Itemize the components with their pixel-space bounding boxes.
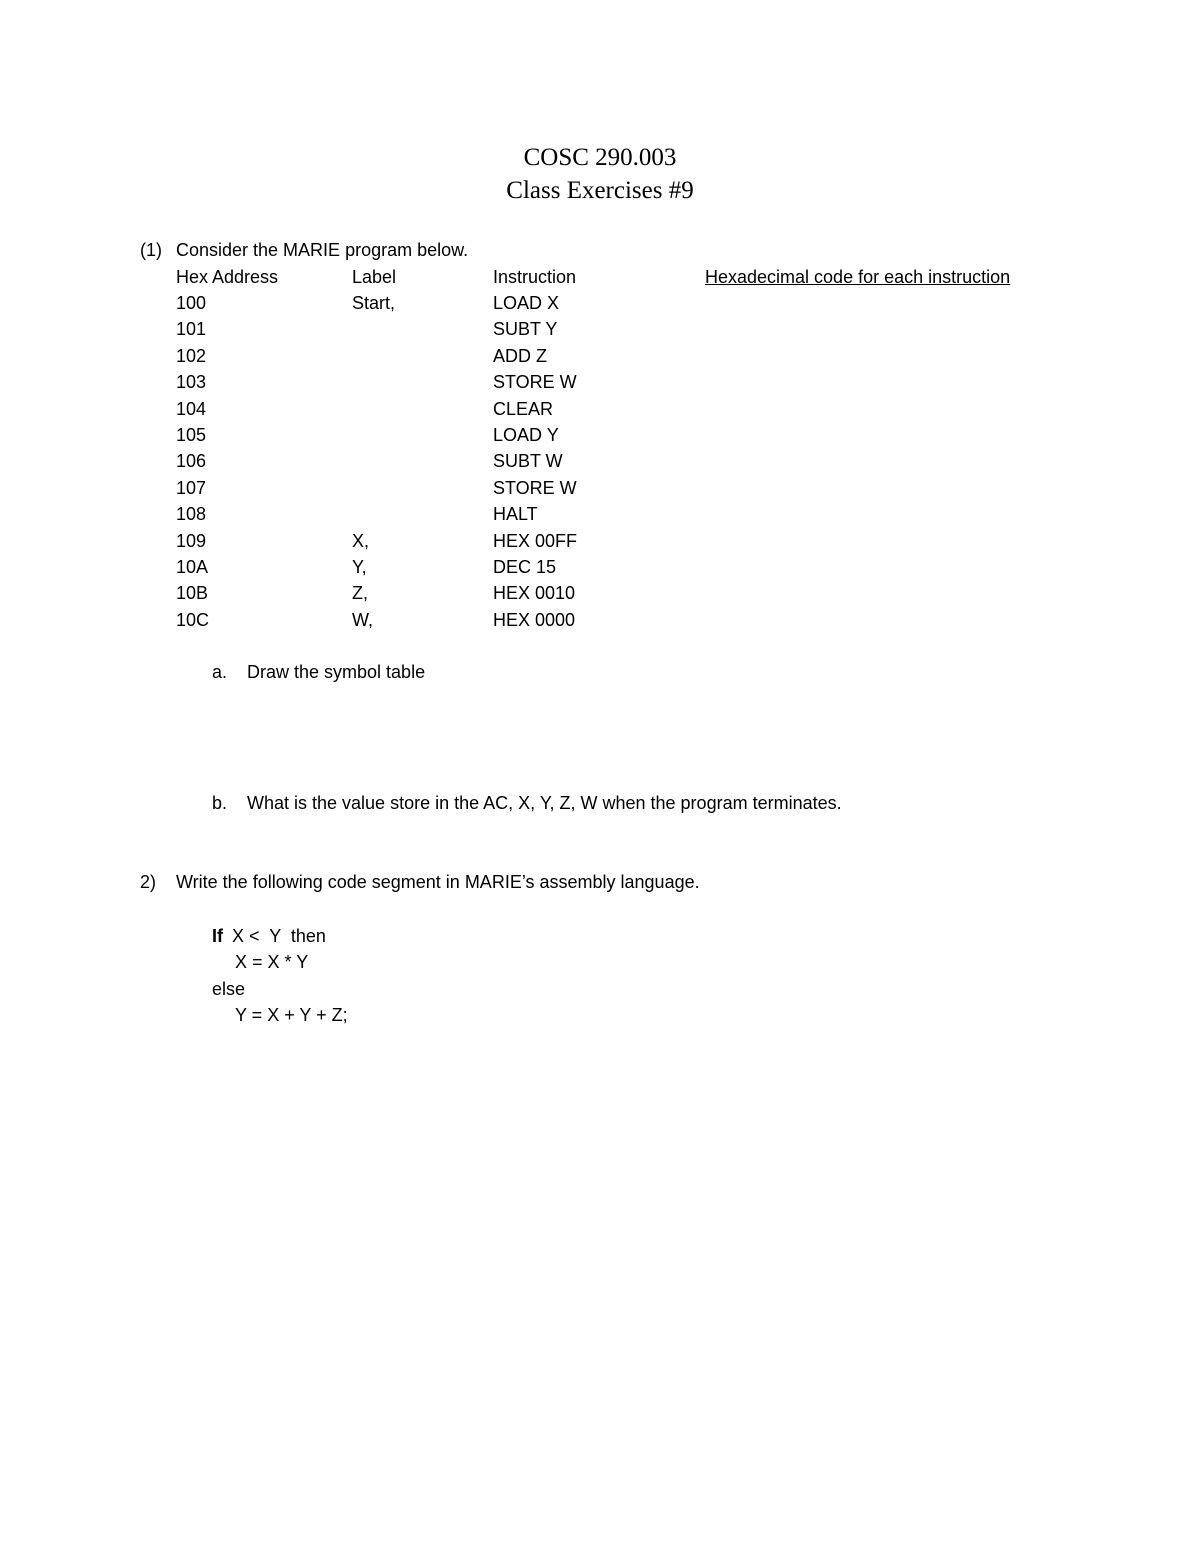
column-header-hexcode: Hexadecimal code for each instruction — [705, 267, 1011, 287]
column-header-label: Label — [352, 267, 397, 287]
question-2-number: 2) — [140, 872, 157, 892]
row-address: 10C — [176, 610, 210, 630]
part-b-marker: b. — [212, 793, 228, 813]
row-instruction: HEX 0010 — [493, 583, 576, 603]
row-address: 109 — [176, 531, 207, 551]
row-instruction: HALT — [493, 504, 538, 524]
question-1-number: (1) — [140, 240, 162, 260]
row-label: X, — [352, 531, 370, 551]
row-address: 102 — [176, 346, 207, 366]
row-instruction: ADD Z — [493, 346, 547, 366]
row-label: Y, — [352, 557, 367, 577]
code-line-2: X = X * Y — [235, 952, 309, 972]
row-instruction: LOAD Y — [493, 425, 559, 445]
row-address: 108 — [176, 504, 207, 524]
row-address: 100 — [176, 293, 207, 313]
row-address: 10A — [176, 557, 209, 577]
row-address: 105 — [176, 425, 207, 445]
column-header-instruction: Instruction — [493, 267, 577, 287]
row-instruction: LOAD X — [493, 293, 560, 313]
part-a-text: Draw the symbol table — [247, 662, 426, 682]
row-address: 101 — [176, 319, 207, 339]
code-line-1: X < Y then — [232, 926, 326, 946]
code-line-3: else — [212, 979, 246, 999]
row-address: 103 — [176, 372, 207, 392]
question-2-prompt: Write the following code segment in MARIE’s assembly language. — [176, 872, 700, 892]
course-title: COSC 290.003 — [523, 144, 677, 171]
row-instruction: SUBT Y — [493, 319, 558, 339]
row-instruction: SUBT W — [493, 451, 563, 471]
question-1-prompt: Consider the MARIE program below. — [176, 240, 469, 260]
row-address: 107 — [176, 478, 207, 498]
row-address: 106 — [176, 451, 207, 471]
row-instruction: DEC 15 — [493, 557, 557, 577]
row-instruction: STORE W — [493, 372, 577, 392]
part-a-marker: a. — [212, 662, 228, 682]
row-instruction: CLEAR — [493, 399, 554, 419]
row-label: Z, — [352, 583, 368, 603]
code-keyword-if: If — [212, 926, 223, 946]
row-instruction: HEX 0000 — [493, 610, 576, 630]
row-address: 104 — [176, 399, 207, 419]
part-b-text: What is the value store in the AC, X, Y, Z, W when the program terminates. — [247, 793, 842, 813]
code-line-4: Y = X + Y + Z; — [235, 1005, 348, 1025]
row-instruction: HEX 00FF — [493, 531, 578, 551]
row-address: 10B — [176, 583, 209, 603]
column-header-address: Hex Address — [176, 267, 279, 287]
row-label: Start, — [352, 293, 396, 313]
row-instruction: STORE W — [493, 478, 577, 498]
exercise-title: Class Exercises #9 — [506, 177, 694, 204]
row-label: W, — [352, 610, 373, 630]
